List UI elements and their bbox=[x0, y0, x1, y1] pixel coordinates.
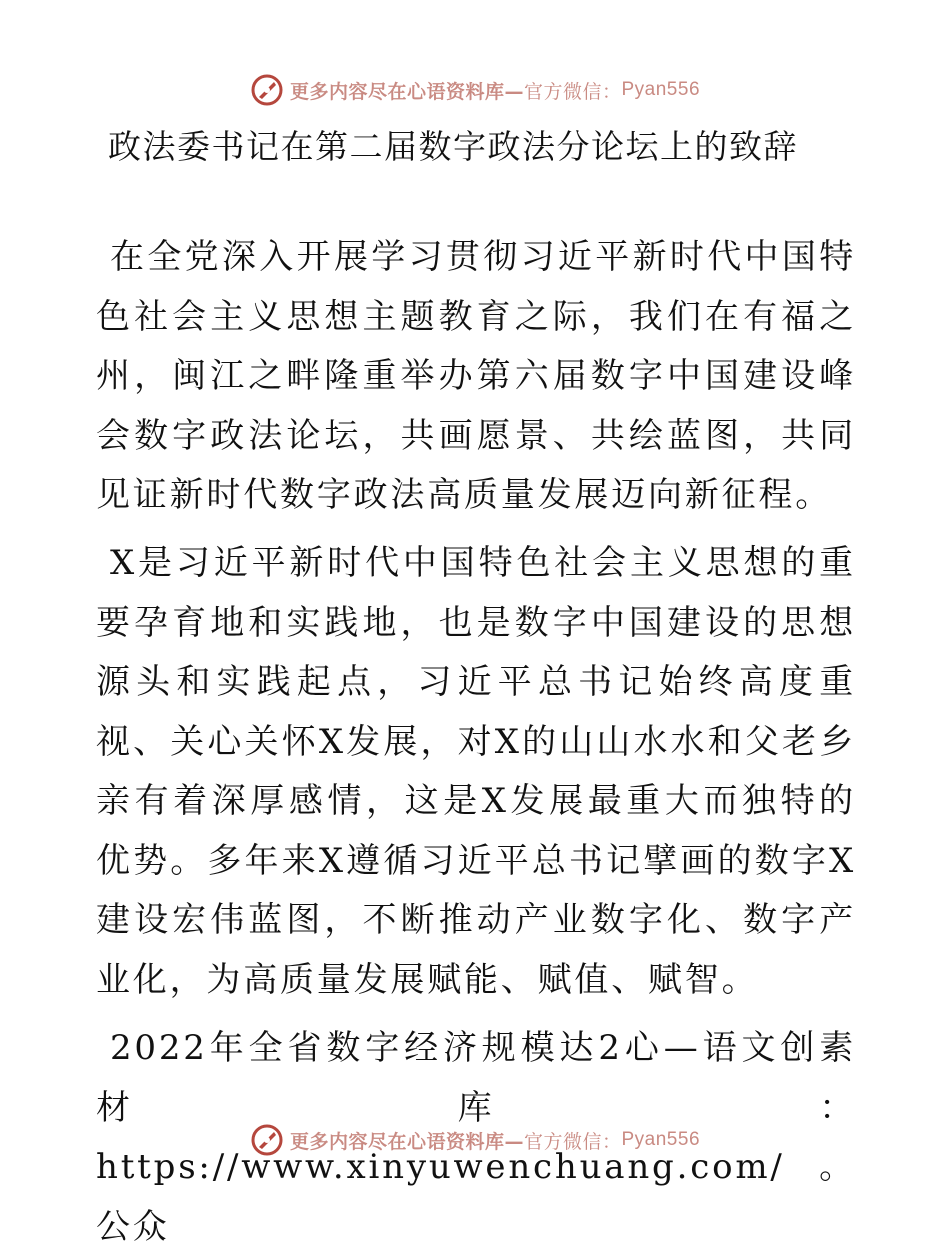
quill-logo-icon bbox=[250, 73, 284, 107]
footer-watermark bbox=[0, 1120, 950, 1160]
watermark-site-text: 更多内容尽在心语资料库— bbox=[289, 1130, 524, 1153]
watermark-site-text: 更多内容尽在心语资料库— bbox=[289, 80, 524, 103]
watermark-wechat-id: Pyan556 bbox=[621, 79, 701, 100]
watermark-wechat-id: Pyan556 bbox=[621, 1129, 701, 1150]
header-watermark bbox=[0, 70, 950, 110]
document-title: 政法委书记在第二届数字政法分论坛上的致辞 bbox=[108, 127, 798, 166]
paragraph-2: X是习近平新时代中国特色社会主义思想的重要孕育地和实践地，也是数字中国建设的思想源头和实践起点，习近平总书记始终高度重视、关心关怀X发展，对X的山山水水和父老乡亲有着深厚感情，这是X发展最重大而独特的优势。多年来X遵循习近平总书记擘画的数字X建设宏伟蓝图，不断推动产业数字化、数字产业化，为高质量发展赋能、赋值、赋智。 bbox=[96, 543, 856, 1000]
watermark-wechat-label: 官方微信： bbox=[523, 80, 622, 103]
quill-logo-icon bbox=[250, 1123, 284, 1157]
paragraph-1: 在全党深入开展学习贯彻习近平新时代中国特色社会主义思想主题教育之际，我们在有福之州，闽江之畔隆重举办第六届数字中国建设峰会数字政法论坛，共画愿景、共绘蓝图，共同见证新时代数字政法高质量发展迈向新征程。 bbox=[96, 237, 856, 515]
watermark-wechat-label: 官方微信： bbox=[523, 1130, 622, 1153]
paragraph-3: 2022年全省数字经济规模达2心—语文创素材库：https://www.xinyuwenchuang.com/。公众 bbox=[96, 1028, 856, 1247]
